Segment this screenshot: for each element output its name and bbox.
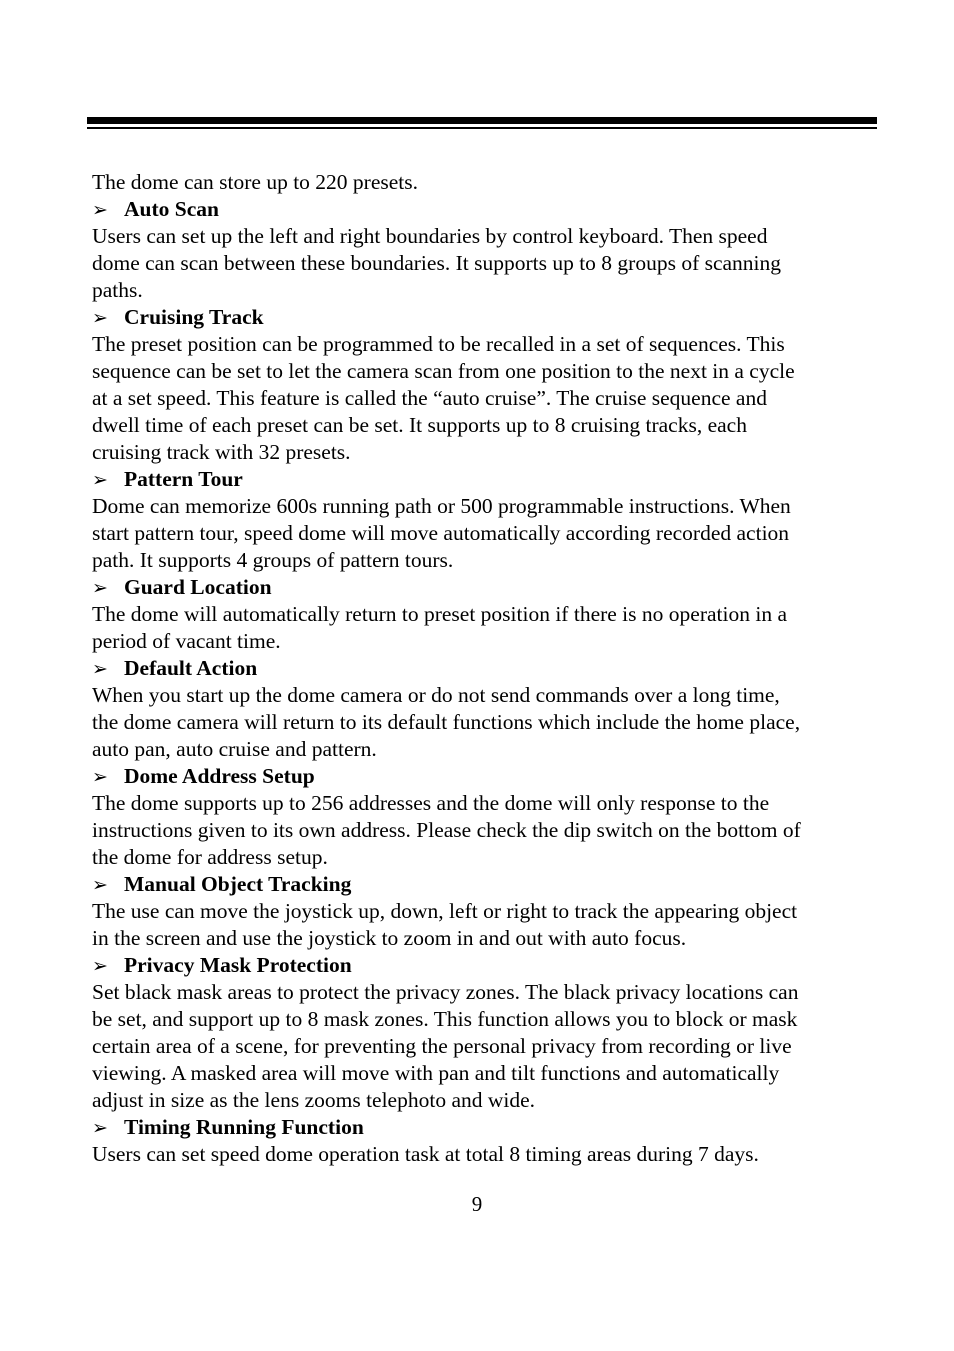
intro-text: The dome can store up to 220 presets. — [92, 170, 418, 194]
paragraph-line: auto pan, auto cruise and pattern. — [92, 737, 377, 761]
paragraph-line: in the screen and use the joystick to zoom in and out with auto focus. — [92, 926, 687, 950]
section-heading-text: Dome Address Setup — [124, 764, 315, 788]
page-number: 9 — [471, 1192, 483, 1216]
paragraph-line: When you start up the dome camera or do not send commands over a long time, — [92, 683, 780, 707]
section-guard-location — [92, 574, 882, 655]
paragraph-line: Dome can memorize 600s running path or 500 programmable instructions. When — [92, 494, 791, 518]
section-heading-text: Pattern Tour — [124, 467, 243, 491]
arrow-bullet-icon: ➢ — [92, 577, 108, 599]
section-heading — [92, 466, 882, 493]
paragraph-line: certain area of a scene, for preventing the personal privacy from recording or live — [92, 1034, 792, 1058]
paragraph-line: The preset position can be programmed to be recalled in a set of sequences. This — [92, 332, 785, 356]
section-heading-text: Cruising Track — [124, 305, 264, 329]
paragraph-line: instructions given to its own address. Please check the dip switch on the bottom of — [92, 818, 801, 842]
paragraph-line: The use can move the joystick up, down, left or right to track the appearing object — [92, 899, 798, 923]
header-rule-thick — [87, 117, 877, 124]
paragraph-line: the dome camera will return to its default functions which include the home place, — [92, 710, 801, 734]
paragraph-line: be set, and support up to 8 mask zones. This function allows you to block or mask — [92, 1007, 798, 1031]
arrow-bullet-icon: ➢ — [92, 469, 108, 491]
section-dome-address-setup — [92, 763, 882, 871]
section-default-action — [92, 655, 882, 763]
section-timing-running-function — [92, 1114, 882, 1168]
paragraph-line: period of vacant time. — [92, 629, 281, 653]
arrow-bullet-icon: ➢ — [92, 955, 108, 977]
header-rule-thin — [87, 127, 877, 129]
section-heading — [92, 574, 882, 601]
paragraph-line: The dome will automatically return to preset position if there is no operation in a — [92, 602, 787, 626]
paragraph-line: cruising track with 32 presets. — [92, 440, 351, 464]
arrow-bullet-icon: ➢ — [92, 874, 108, 896]
section-heading-text: Default Action — [124, 656, 258, 680]
paragraph-line: Users can set up the left and right boundaries by control keyboard. Then speed — [92, 224, 768, 248]
section-heading-text: Timing Running Function — [124, 1115, 364, 1139]
section-heading-text: Guard Location — [124, 575, 272, 599]
paragraph-line: viewing. A masked area will move with pan and tilt functions and automatically — [92, 1061, 780, 1085]
paragraph-line: dome can scan between these boundaries. It supports up to 8 groups of scanning — [92, 251, 782, 275]
arrow-bullet-icon: ➢ — [92, 658, 108, 680]
paragraph-line: start pattern tour, speed dome will move automatically according recorded action — [92, 521, 790, 545]
paragraph-line: dwell time of each preset can be set. It supports up to 8 cruising tracks, each — [92, 413, 747, 437]
section-privacy-mask-protection — [92, 952, 882, 1114]
section-pattern-tour — [92, 466, 882, 574]
arrow-bullet-icon: ➢ — [92, 1117, 108, 1139]
paragraph-line: adjust in size as the lens zooms telephoto and wide. — [92, 1088, 536, 1112]
section-manual-object-tracking — [92, 871, 882, 952]
section-heading — [92, 1114, 882, 1141]
section-heading — [92, 655, 882, 682]
arrow-bullet-icon: ➢ — [92, 199, 108, 221]
paragraph-line: Users can set speed dome operation task at total 8 timing areas during 7 days. — [92, 1142, 759, 1166]
section-heading — [92, 763, 882, 790]
arrow-bullet-icon: ➢ — [92, 307, 108, 329]
section-heading — [92, 871, 882, 898]
paragraph-line: the dome for address setup. — [92, 845, 328, 869]
section-heading-text: Manual Object Tracking — [124, 872, 352, 896]
section-heading — [92, 196, 882, 223]
section-auto-scan — [92, 196, 882, 304]
section-cruising-track — [92, 304, 882, 466]
section-heading-text: Privacy Mask Protection — [124, 953, 352, 977]
section-heading — [92, 304, 882, 331]
paragraph-line: sequence can be set to let the camera scan from one position to the next in a cycle — [92, 359, 795, 383]
paragraph-line: at a set speed. This feature is called the “auto cruise”. The cruise sequence and — [92, 386, 767, 410]
paragraph-line: The dome supports up to 256 addresses and the dome will only response to the — [92, 791, 770, 815]
section-heading-text: Auto Scan — [124, 197, 219, 221]
paragraph-line: paths. — [92, 278, 143, 302]
paragraph-line: Set black mask areas to protect the privacy zones. The black privacy locations can — [92, 980, 799, 1004]
section-heading — [92, 952, 882, 979]
page-body — [92, 169, 882, 1168]
paragraph-line: path. It supports 4 groups of pattern tours. — [92, 548, 454, 572]
arrow-bullet-icon: ➢ — [92, 766, 108, 788]
